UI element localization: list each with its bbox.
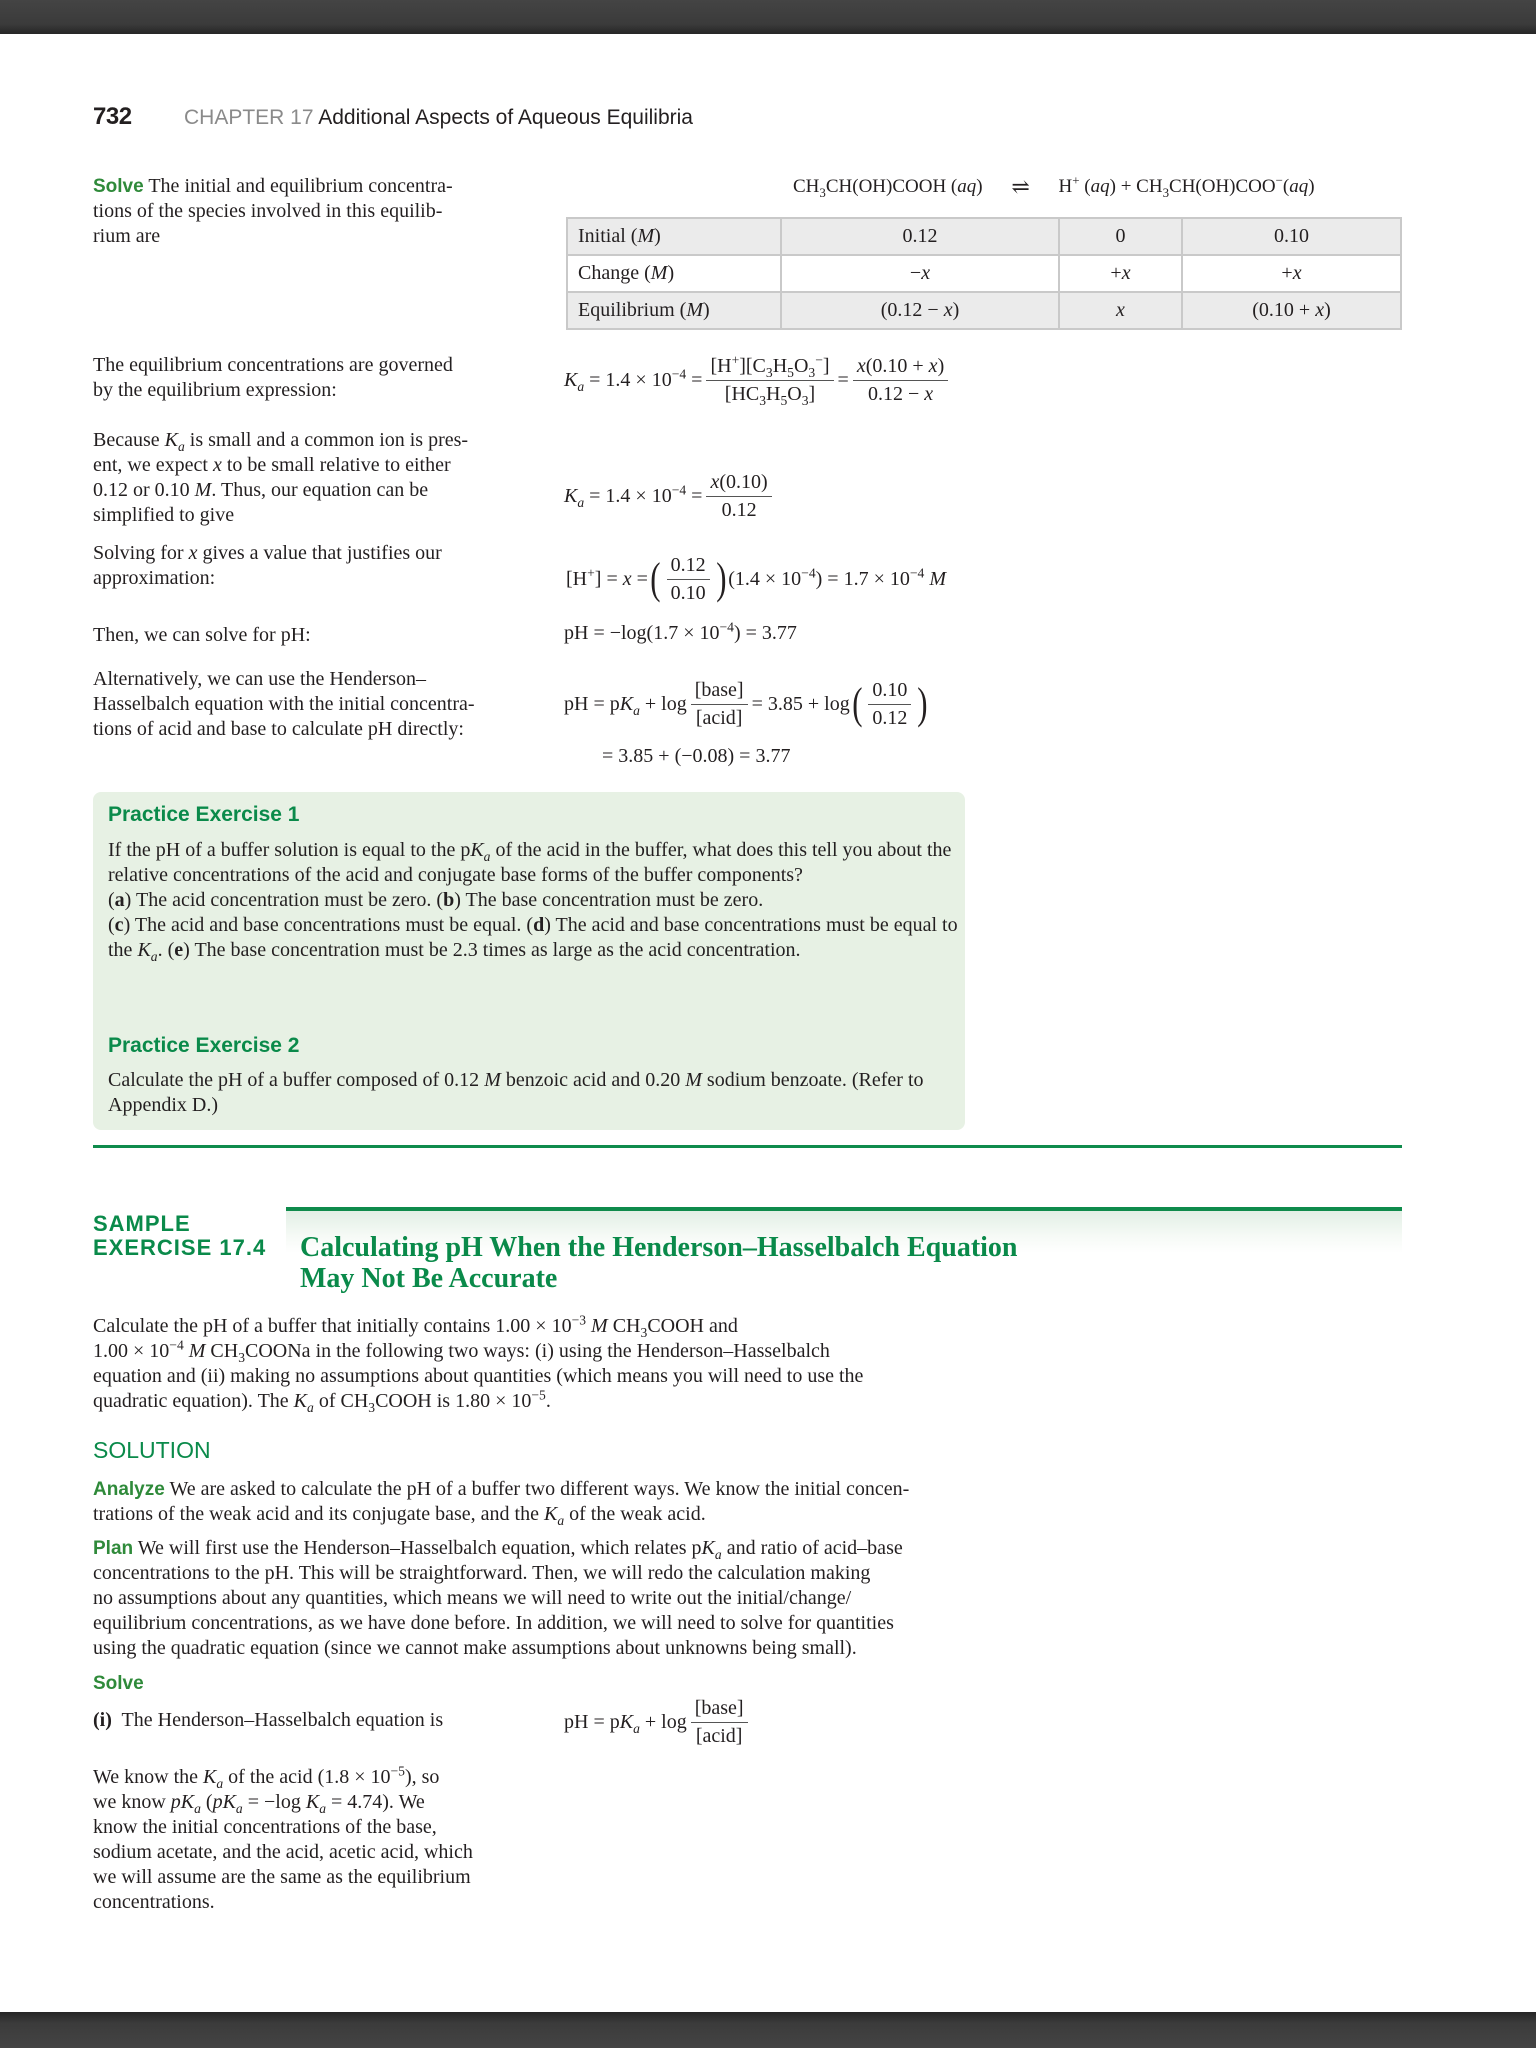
table-row (567, 292, 1401, 329)
option-a[interactable]: The acid concentration must be zero. (135, 889, 432, 911)
products: H+ $(aq) + CH_3CH(OH)COO^-(aq)$ (1058, 172, 1315, 200)
solve-intro-text: The initial and equilibrium concentra- tions of the species involved in this equilib- rium are (93, 175, 453, 247)
analyze-label: Analyze (93, 1479, 165, 1500)
equilibrium-arrow-icon: ⇌ (1011, 174, 1030, 199)
row-label: Change (M) (567, 255, 781, 292)
option-b[interactable]: The base concentration must be zero. (465, 889, 764, 911)
solution-heading: SOLUTION (93, 1437, 211, 1463)
step-text-5: Alternatively, we can use the Henderson– Hasselbalch equation with the initial concentra- tions of acid and base to calculate pH directly: (93, 668, 475, 740)
table-row (567, 255, 1401, 292)
equation-hh-result: = 3.85 + (−0.08) = 3.77 (602, 745, 791, 767)
fraction: $\frac{\text{[base]}}{\text{[acid]}}$ (691, 679, 748, 730)
practice-1-title: Practice Exercise 1 (108, 803, 300, 826)
table-cell: (0.12 − x) (781, 292, 1059, 329)
plan-label: Plan (93, 1538, 134, 1559)
sample-exercise-tag: SAMPLE EXERCISE 17.4 (93, 1211, 267, 1260)
step-text-2: Because $K_a$ is small and a common ion is pres- ent, we expect x to be small relative to either 0.12 or 0.10 M. Thus, our equation can be simplified to give (93, 429, 469, 526)
table-cell: +x (1182, 255, 1401, 292)
chapter-header (184, 106, 693, 130)
fraction: $\frac{x(0.10 + x)}{0.12 - x}$ (853, 355, 948, 406)
table-cell: 0 (1059, 218, 1182, 255)
chapter-label: CHAPTER 17 (184, 106, 314, 129)
plan-paragraph: Plan We will first use the Henderson–Hasselbalch equation, which relates $pK_a$ and ratio of acid–base concentrations to the pH. This will be straightforward. Then, we will redo the calculation making no assumptions about any quantities, which means we will need to write out the initial/change/ equilibrium concentrations, as we have done before. In addition, we will need to solve for quantities using the quadratic equation (since we cannot make assumptions about unknowns being small). (93, 1537, 903, 1659)
solve-intro (93, 174, 513, 249)
fraction: $\frac{x(0.10)}{0.12}$ (706, 471, 771, 522)
practice-1-question: If the pH of a buffer solution is equal to the $pK_a$ of the acid in the buffer, what does this tell you about the relative concentrations of the acid and conjugate base forms of the buffer components? (a) The acid concentration must be zero. (b) The base concentration must be zero. (c) The acid and base concentrations must be equal. (d) The acid and base concentrations must be equal to the $K_a$. (e) The base concentration must be 2.3 times as large as the acid concentration. (108, 839, 958, 964)
section-divider (93, 1145, 1402, 1148)
known-values-paragraph: We know the $K_a$ of the acid $(1.8 \times 10^{-5})$, so we know $pK_a$ ($pK_a = -\log$ $K_a = 4.74$). We know the initial concentrations of the base, sodium acetate, and the acid, acetic acid, which we will assume are the same as the equilibrium concentrations. (93, 1763, 473, 1913)
option-d[interactable]: The acid and base concentrations must be equal to the $K_a$. (108, 914, 958, 964)
row-label: Equilibrium (M) (567, 292, 781, 329)
chapter-title: Additional Aspects of Aqueous Equilibria (318, 106, 693, 129)
reactant: $CH_3CH(OH)COOH$ (aq) (793, 176, 983, 200)
fraction: $\frac{[H^+][C_3H_5O_3^-]}{[HC_3H_5O_3]}$ (706, 355, 833, 406)
fraction: $\frac{0.10}{0.12}$ (868, 679, 911, 730)
equation-h-concentration: [H+] = x = ( $\frac{0.12}{0.10}$ ) $(1.4 \times 10^{-4}) = 1.7 \times 10^{-4}$ M (566, 553, 947, 604)
table-cell: −x (781, 255, 1059, 292)
viewer-bottom-bar (0, 2012, 1536, 2048)
row-label: Initial (M) (567, 218, 781, 255)
table-cell: 0.10 (1182, 218, 1401, 255)
equation-hh-general: pH = $pK_a + \log$ $\frac{\text{[base]}}{\text{[acid]}}$ (564, 1688, 752, 1756)
table-cell: 0.12 (781, 218, 1059, 255)
solve-label: Solve (93, 176, 144, 197)
sample-exercise-title: Calculating pH When the Henderson–Hasselbalch Equation May Not Be Accurate (300, 1232, 1018, 1294)
problem-statement: Calculate the pH of a buffer that initially contains $1.00 \times 10^{-3}$ M $CH_3COOH$ and $1.00 \times 10^{-4}$ M $CH_3COONa$ in the following two ways: (i) using the Henderson–Hasselbalch equation and (ii) making no assumptions about quantities (which means you will need to use the quadratic equation). The $K_a$ of $CH_3COOH$ is $1.80 \times 10^{-5}$. (93, 1312, 864, 1415)
equation-ph-log: pH = $-\log(1.7 \times 10^{-4}) = 3.77$ (564, 619, 797, 644)
practice-2-question: Calculate the pH of a buffer composed of 0.12 M benzoic acid and 0.20 M sodium benzoate. (Refer to Appendix D.) (108, 1069, 924, 1116)
analyze-paragraph: Analyze We are asked to calculate the pH of a buffer two different ways. We know the initial concen- trations of the weak acid and its conjugate base, and the $K_a$ of the weak acid. (93, 1478, 910, 1528)
viewer-top-bar (0, 0, 1536, 34)
equation-henderson-hasselbalch: pH = $pK_a + \log$ $\frac{\text{[base]}}{\text{[acid]}}$ = 3.85 + log ( $\frac{0.10}{0.12}$ ) (564, 678, 928, 729)
fraction: $\frac{\text{[base]}}{\text{[acid]}}$ (691, 1697, 748, 1748)
equation-ka-full: $K_a = 1.4 \times 10^{-4}$ = $\frac{[H^+][C_3H_5O_3^-]}{[HC_3H_5O_3]}$ = $\frac{x(0.10 + x)}{0.12 - x}$ (564, 345, 952, 415)
reaction-equation (793, 174, 1315, 200)
table-cell: x (1059, 292, 1182, 329)
option-e[interactable]: The base concentration must be 2.3 times as large as the acid concentration. (194, 939, 801, 961)
step-text-3: Solving for x gives a value that justifies our approximation: (93, 542, 442, 589)
ice-table (566, 217, 1402, 330)
solve-label-2: Solve (93, 1673, 144, 1694)
part-i-text: (i) The Henderson–Hasselbalch equation is (93, 1709, 444, 1731)
step-text-1: The equilibrium concentrations are governed by the equilibrium expression: (93, 354, 453, 401)
practice-2-title: Practice Exercise 2 (108, 1034, 300, 1057)
equation-ka-simplified: $K_a = 1.4 \times 10^{-4}$ = $\frac{x(0.10)}{0.12}$ (564, 465, 776, 527)
option-c[interactable]: The acid and base concentrations must be equal. (134, 914, 522, 936)
table-row (567, 218, 1401, 255)
fraction: $\frac{0.12}{0.10}$ (667, 554, 710, 605)
table-cell: +x (1059, 255, 1182, 292)
page-number: 732 (93, 103, 132, 130)
step-text-4: Then, we can solve for pH: (93, 624, 311, 646)
table-cell: (0.10 + x) (1182, 292, 1401, 329)
